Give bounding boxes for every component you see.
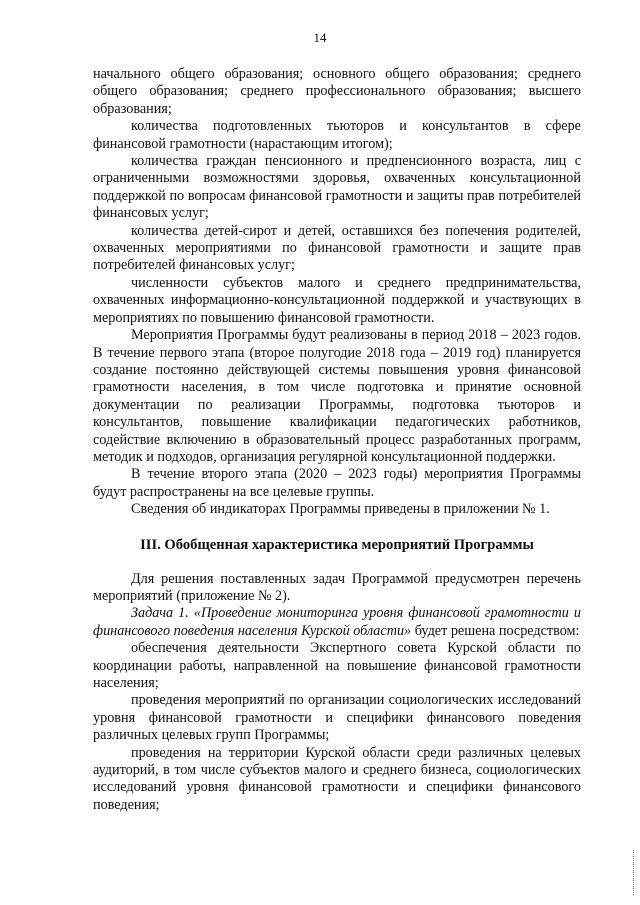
paragraph-indicators: Сведения об индикаторах Программы приведены в приложении № 1. <box>131 501 550 518</box>
paragraph-target-audiences: проведения на территории Курской области среди различных целевых аудиторий, в том числе субъектов малого и среднего бизнеса, социологических исследований уровня финансовой грамотности и специфики финансового поведения; <box>93 744 581 813</box>
task-1-title: Задача 1. «Проведение мониторинга уровня финансовой грамотности и финансового поведения населения Курской области» <box>93 605 581 639</box>
margin-mark <box>633 850 636 895</box>
paragraph-program-period: Мероприятия Программы будут реализованы в период 2018 – 2023 годов. В течение первого этапа (второе полугодие 2018 года – 2019 год) планируется создание постоянно действующей системы повышения уровня финансовой грамотности населения, в том числе подготовка и принятие основной документации по реализации Программы, подготовка тьюторов и консультантов, повышение квалификации педагогических работников, содействие включению в образовательный процесс разработанных программ, методик и подходов, организация регулярной консультационной поддержки. <box>93 327 581 465</box>
spacer <box>93 554 581 571</box>
paragraph-tasks-intro: Для решения поставленных задач Программой предусмотрен перечень мероприятий (приложение № 2). <box>93 570 581 604</box>
paragraph-sociological-research: проведения мероприятий по организации социологических исследований уровня финансовой грамотности и специфики финансового поведения различных целевых групп Программы; <box>93 692 581 744</box>
paragraph-pensioners: количества граждан пенсионного и предпенсионного возраста, лиц с ограниченными возможностями здоровья, охваченных консультационной поддержкой по вопросам финансовой грамотности и защиты прав потребителей финансовых услуг; <box>93 153 581 222</box>
paragraph-small-business: численности субъектов малого и среднего предпринимательства, охваченных информационно-консультационной поддержкой и участвующих в мероприятиях по повышению финансовой грамотности. <box>93 274 581 326</box>
section-heading: III. Обобщенная характеристика мероприятий Программы <box>140 536 534 553</box>
paragraph-orphans: количества детей-сирот и детей, оставшихся без попечения родителей, охваченных мероприятиями по финансовой грамотности и защите прав потребителей финансовых услуг; <box>93 222 581 274</box>
task-1-rest: будет решена посредством: <box>411 622 580 639</box>
paragraph-education-levels: начального общего образования; основного общего образования; среднего общего образования; среднего профессионального образования; высшего образования; <box>93 66 581 117</box>
paragraph-expert-council: обеспечения деятельности Экспертного совета Курской области по координации работы, направленной на повышение финансовой грамотности населения; <box>93 640 581 691</box>
paragraph-task-1 <box>93 605 581 640</box>
spacer <box>93 519 581 536</box>
page-number: 14 <box>313 30 327 45</box>
document-body <box>93 66 581 814</box>
paragraph-tutors: количества подготовленных тьюторов и консультантов в сфере финансовой грамотности (нарастающим итогом); <box>93 118 581 152</box>
paragraph-second-stage: В течение второго этапа (2020 – 2023 годы) мероприятия Программы будут распространены на все целевые группы. <box>93 466 581 500</box>
